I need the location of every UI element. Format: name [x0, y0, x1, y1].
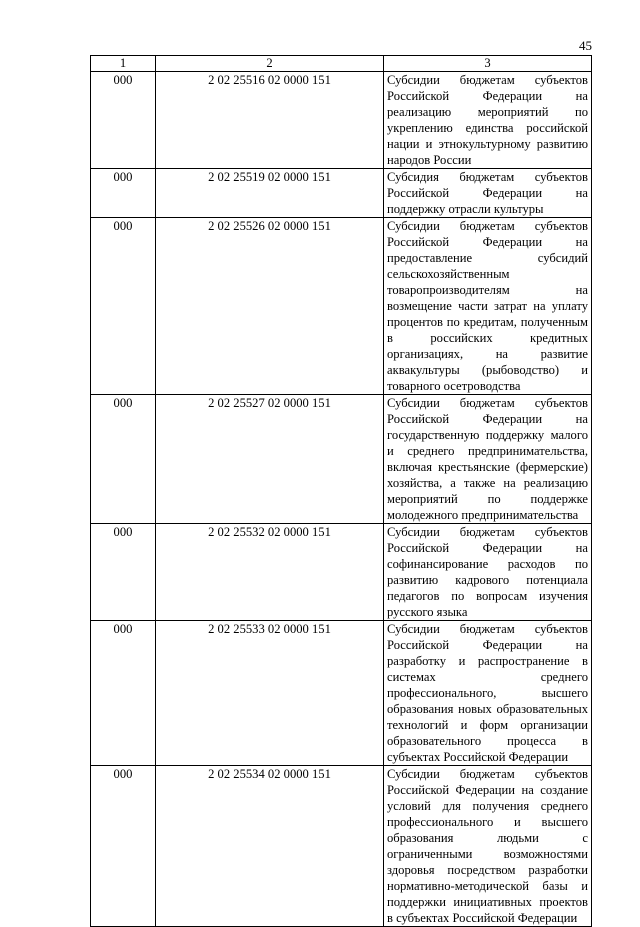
admin-code-cell: 000: [91, 621, 156, 766]
admin-code-cell: 000: [91, 524, 156, 621]
table-row: [91, 218, 592, 395]
table-header-row: [91, 56, 592, 72]
budget-code-cell: 2 02 25519 02 0000 151: [156, 169, 384, 218]
description-cell: Субсидии бюджетам субъектов Российской Федерации на софинансирование расходов по развитию кадрового потенциала педагогов по вопросам изучения русского языка: [384, 524, 592, 621]
budget-code-table: [90, 55, 592, 927]
description-cell: Субсидии бюджетам субъектов Российской Федерации на предоставление субсидий сельскохозяйственным товаропроизводителям на возмещение части затрат на уплату процентов по кредитам, полученным в российских кредитных организациях, на развитие аквакультуры (рыбоводство) и товарного осетроводства: [384, 218, 592, 395]
table-row: [91, 766, 592, 927]
description-cell: Субсидия бюджетам субъектов Российской Федерации на поддержку отрасли культуры: [384, 169, 592, 218]
table-row: [91, 621, 592, 766]
budget-code-cell: 2 02 25534 02 0000 151: [156, 766, 384, 927]
budget-code-cell: 2 02 25533 02 0000 151: [156, 621, 384, 766]
admin-code-cell: 000: [91, 766, 156, 927]
column-header-1: 1: [91, 56, 156, 72]
description-cell: Субсидии бюджетам субъектов Российской Федерации на разработку и распространение в системах среднего профессионального, высшего образования новых образовательных технологий и форм организации образовательного процесса в субъектах Российской Федерации: [384, 621, 592, 766]
admin-code-cell: 000: [91, 169, 156, 218]
table-row: [91, 395, 592, 524]
admin-code-cell: 000: [91, 218, 156, 395]
description-cell: Субсидии бюджетам субъектов Российской Федерации на государственную поддержку малого и среднего предпринимательства, включая крестьянские (фермерские) хозяйства, а также на реализацию мероприятий по поддержке молодежного предпринимательства: [384, 395, 592, 524]
budget-code-cell: 2 02 25516 02 0000 151: [156, 72, 384, 169]
budget-code-cell: 2 02 25527 02 0000 151: [156, 395, 384, 524]
table-row: [91, 72, 592, 169]
table-row: [91, 169, 592, 218]
admin-code-cell: 000: [91, 72, 156, 169]
description-cell: Субсидии бюджетам субъектов Российской Федерации на создание условий для получения среднего профессионального и высшего образования людьми с ограниченными возможностями здоровья посредством разработки нормативно-методической базы и поддержки инициативных проектов в субъектах Российской Федерации: [384, 766, 592, 927]
column-header-3: 3: [384, 56, 592, 72]
admin-code-cell: 000: [91, 395, 156, 524]
table-row: [91, 524, 592, 621]
budget-code-cell: 2 02 25526 02 0000 151: [156, 218, 384, 395]
description-cell: Субсидии бюджетам субъектов Российской Федерации на реализацию мероприятий по укреплению единства российской нации и этнокультурному развитию народов России: [384, 72, 592, 169]
column-header-2: 2: [156, 56, 384, 72]
budget-code-cell: 2 02 25532 02 0000 151: [156, 524, 384, 621]
page-number: 45: [579, 38, 592, 53]
